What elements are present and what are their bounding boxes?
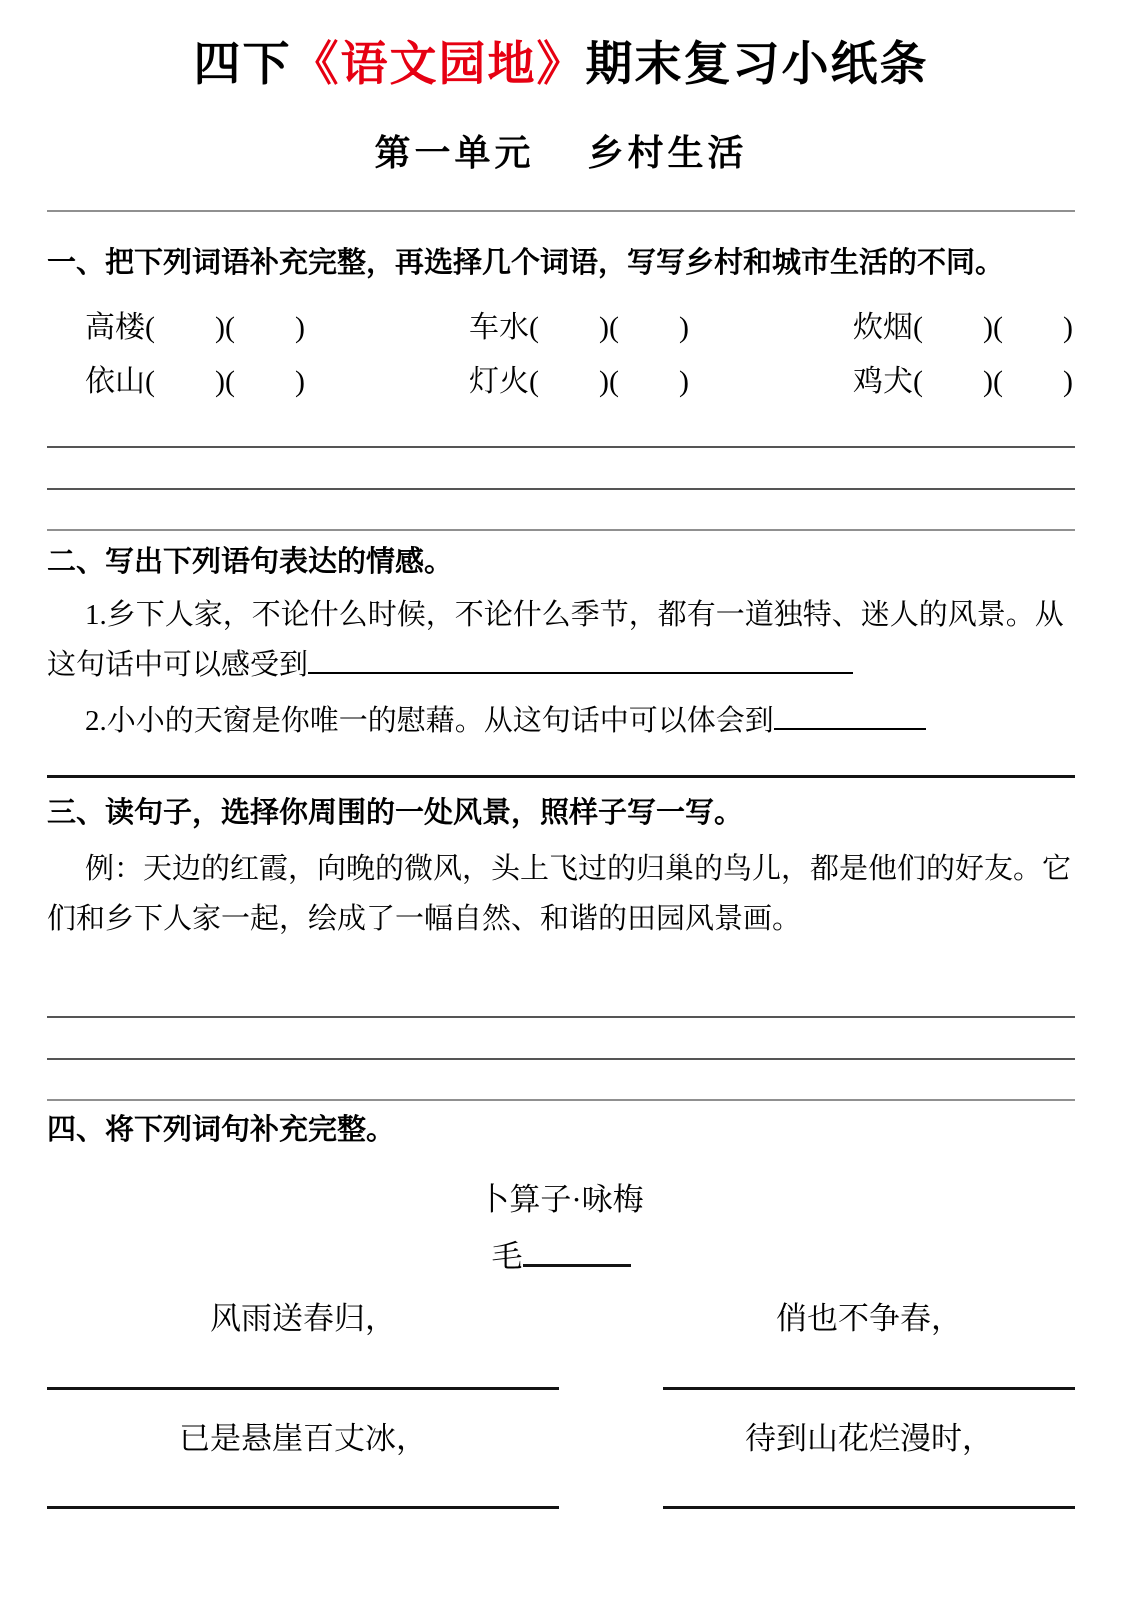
word-row-2 bbox=[47, 364, 1075, 398]
section-four bbox=[47, 1105, 1075, 1509]
poem-answer-line bbox=[663, 1506, 1075, 1509]
word-completion-grid bbox=[47, 310, 1075, 398]
title-suffix: 期末复习小纸条 bbox=[585, 39, 929, 91]
section-two-heading: 二、写出下列语句表达的情感。 bbox=[47, 545, 454, 578]
section-three-heading: 三、读句子，选择你周围的一处风景，照样子写一写。 bbox=[47, 796, 744, 829]
header-divider bbox=[47, 210, 1075, 212]
word-stem: 鸡犬 bbox=[853, 364, 914, 398]
section-one-heading: 一、把下列词语补充完整，再选择几个词语，写写乡村和城市生活的不同。 bbox=[47, 246, 1005, 279]
poem-answer-line bbox=[47, 1506, 559, 1509]
poem-author-prefix: 毛 bbox=[491, 1239, 523, 1275]
poem-answer-line bbox=[47, 1387, 559, 1390]
poem-verse: 已是悬崖百丈冰， bbox=[179, 1420, 427, 1456]
word-stem: 高楼 bbox=[85, 310, 145, 344]
section-three bbox=[47, 788, 1075, 1061]
word-item bbox=[853, 310, 1073, 344]
question-2-2 bbox=[47, 697, 1075, 747]
poem-answer-line bbox=[663, 1387, 1075, 1390]
answer-line bbox=[47, 775, 1075, 778]
question-2-2-text: 2.小小的天窗是你唯一的慰藉。从这句话中可以体会到 bbox=[85, 705, 774, 737]
section-divider bbox=[47, 529, 1075, 531]
word-stem: 依山 bbox=[85, 364, 145, 398]
word-item bbox=[85, 310, 305, 344]
word-blank-parens: ( )( ) bbox=[913, 310, 1073, 344]
word-blank-parens: ( )( ) bbox=[913, 364, 1073, 398]
question-2-1-text: 1.乡下人家，不论什么时候，不论什么季节，都有一道独特、迷人的风景。从这句话中可以感受到 bbox=[47, 599, 1064, 682]
word-blank-parens: ( )( ) bbox=[529, 310, 689, 344]
answer-blank bbox=[774, 702, 926, 730]
poem-title: 卜算子·咏梅 bbox=[478, 1182, 644, 1218]
word-stem: 灯火 bbox=[469, 364, 530, 398]
author-blank bbox=[523, 1239, 631, 1267]
word-blank-parens: ( )( ) bbox=[145, 364, 305, 398]
worksheet-page bbox=[0, 36, 1122, 1623]
word-item bbox=[469, 364, 689, 398]
section-divider bbox=[47, 1099, 1075, 1101]
word-blank-parens: ( )( ) bbox=[529, 364, 689, 398]
poem-column-right bbox=[663, 1296, 1075, 1509]
title-prefix: 四下 bbox=[193, 39, 292, 91]
word-stem: 车水 bbox=[469, 310, 530, 344]
answer-line bbox=[47, 1058, 1075, 1060]
section-one bbox=[47, 238, 1075, 490]
answer-line bbox=[47, 488, 1075, 490]
unit-subtitle: 第一单元 乡村生活 bbox=[374, 132, 748, 173]
page-title bbox=[47, 36, 1075, 95]
answer-line bbox=[47, 1016, 1075, 1018]
poem-author-line bbox=[47, 1231, 1075, 1276]
section-four-heading: 四、将下列词句补充完整。 bbox=[47, 1114, 396, 1147]
title-highlight: 《语文园地》 bbox=[291, 39, 586, 91]
section-two bbox=[47, 537, 1075, 778]
poem-verse: 风雨送春归， bbox=[210, 1301, 396, 1337]
question-2-1 bbox=[47, 591, 1075, 691]
answer-blank bbox=[308, 647, 853, 675]
poem-body bbox=[47, 1296, 1075, 1509]
word-item bbox=[85, 364, 305, 398]
poem-verse: 待到山花烂漫时， bbox=[745, 1420, 993, 1456]
word-item bbox=[853, 364, 1073, 398]
example-sentence: 例：天边的红霞，向晚的微风，头上飞过的归巢的鸟儿，都是他们的好友。它们和乡下人家一起，绘成了一幅自然、和谐的田园风景画。 bbox=[47, 852, 1072, 935]
poem-verse: 俏也不争春， bbox=[776, 1301, 962, 1337]
word-blank-parens: ( )( ) bbox=[145, 310, 305, 344]
answer-line bbox=[47, 446, 1075, 448]
poem-column-left bbox=[47, 1296, 559, 1509]
word-row-1 bbox=[47, 310, 1075, 344]
word-item bbox=[469, 310, 689, 344]
word-stem: 炊烟 bbox=[853, 310, 914, 344]
